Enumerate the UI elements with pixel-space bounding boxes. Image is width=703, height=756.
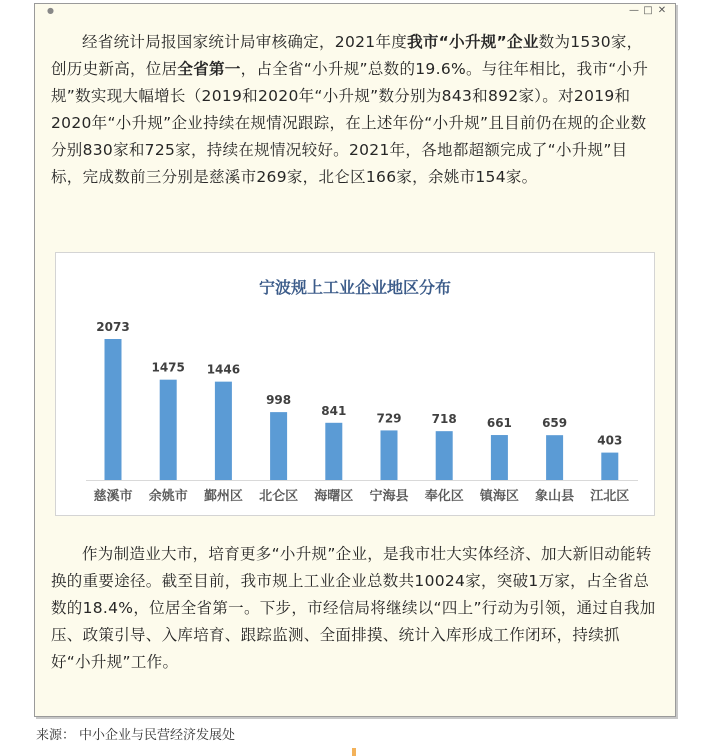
bar-北仑区 [270,412,287,480]
category-label-慈溪市: 慈溪市 [93,489,133,504]
intro-bold-2: 全省第一 [177,60,241,78]
data-label-鄞州区: 1446 [206,362,241,377]
bar-慈溪市 [105,339,122,480]
intro-text-1: 经省统计局报国家统计局审核确定，2021年度 [82,33,408,51]
bar-奉化区 [436,431,453,480]
bar-镇海区 [491,435,508,480]
data-label-余姚市: 1475 [151,360,185,375]
category-label-奉化区: 奉化区 [424,489,464,504]
menu-dot-icon[interactable]: ● [47,6,54,15]
category-label-象山县: 象山县 [535,489,575,504]
article-window [34,3,676,717]
bar-chart [55,252,655,516]
bar-宁海县 [381,430,398,480]
data-label-宁海县: 729 [376,411,402,426]
data-label-镇海区: 661 [486,416,512,431]
maximize-icon[interactable]: □ [643,5,653,16]
data-label-奉化区: 718 [431,412,457,427]
source-line [36,724,235,743]
category-label-镇海区: 镇海区 [479,489,519,504]
category-label-江北区: 江北区 [590,489,630,504]
data-label-北仑区: 998 [266,393,292,408]
minimize-icon[interactable]: — [629,5,639,16]
category-label-鄞州区: 鄞州区 [203,489,243,504]
window-titlebar [35,4,675,18]
paragraph-intro [51,29,657,191]
data-label-象山县: 659 [542,416,568,431]
data-label-海曙区: 841 [321,403,347,418]
data-label-江北区: 403 [597,433,623,448]
category-label-余姚市: 余姚市 [148,489,188,504]
intro-text-3: ，占全省“小升规”总数的19.6%。与往年相比，我市“小升规”数实现大幅增长（2019和2020年“小升规”数分别为843和892家）。对2019和2020年“小升规”企业持续在规情况跟踪，在上述年份“小升规”且目前仍在规的企业数分别830家和725家，持续在规情况较好。2021年，各地都超额完成了“小升规”目标，完成数前三分别是慈溪市269家，北仑区166家，余姚市154家。 [51,60,649,186]
paragraph-conclusion: 作为制造业大市，培育更多“小升规”企业，是我市壮大实体经济、加大新旧动能转换的重要途径。截至目前，我市规上工业企业总数共10024家，突破1万家，占全省总数的18.4%，位居全省第一。下步，市经信局将继续以“四上”行动为引领，通过自我加压、政策引导、入库培育、跟踪监测、全面排摸、统计入库形成工作闭环，持续抓好“小升规”工作。 [51,545,656,671]
window-controls [627,4,669,18]
category-label-北仑区: 北仑区 [259,489,299,504]
bar-象山县 [546,435,563,480]
bar-鄞州区 [215,382,232,480]
category-label-海曙区: 海曙区 [314,489,354,504]
category-label-宁海县: 宁海县 [369,489,409,504]
bar-余姚市 [160,380,177,480]
intro-bold-1: 我市“小升规”企业 [407,33,539,51]
close-icon[interactable]: ✕ [657,5,667,16]
chart-title: 宁波规上工业企业地区分布 [258,278,451,297]
data-label-慈溪市: 2073 [96,320,130,334]
intro-text-2: 数为1530家，创历史新高，位居 [51,33,643,78]
footer-mark [352,748,356,756]
source-label: 来源： [36,728,76,743]
bar-海曙区 [325,423,342,480]
source-value: 中小企业与民营经济发展处 [79,728,236,743]
bar-江北区 [601,453,618,480]
